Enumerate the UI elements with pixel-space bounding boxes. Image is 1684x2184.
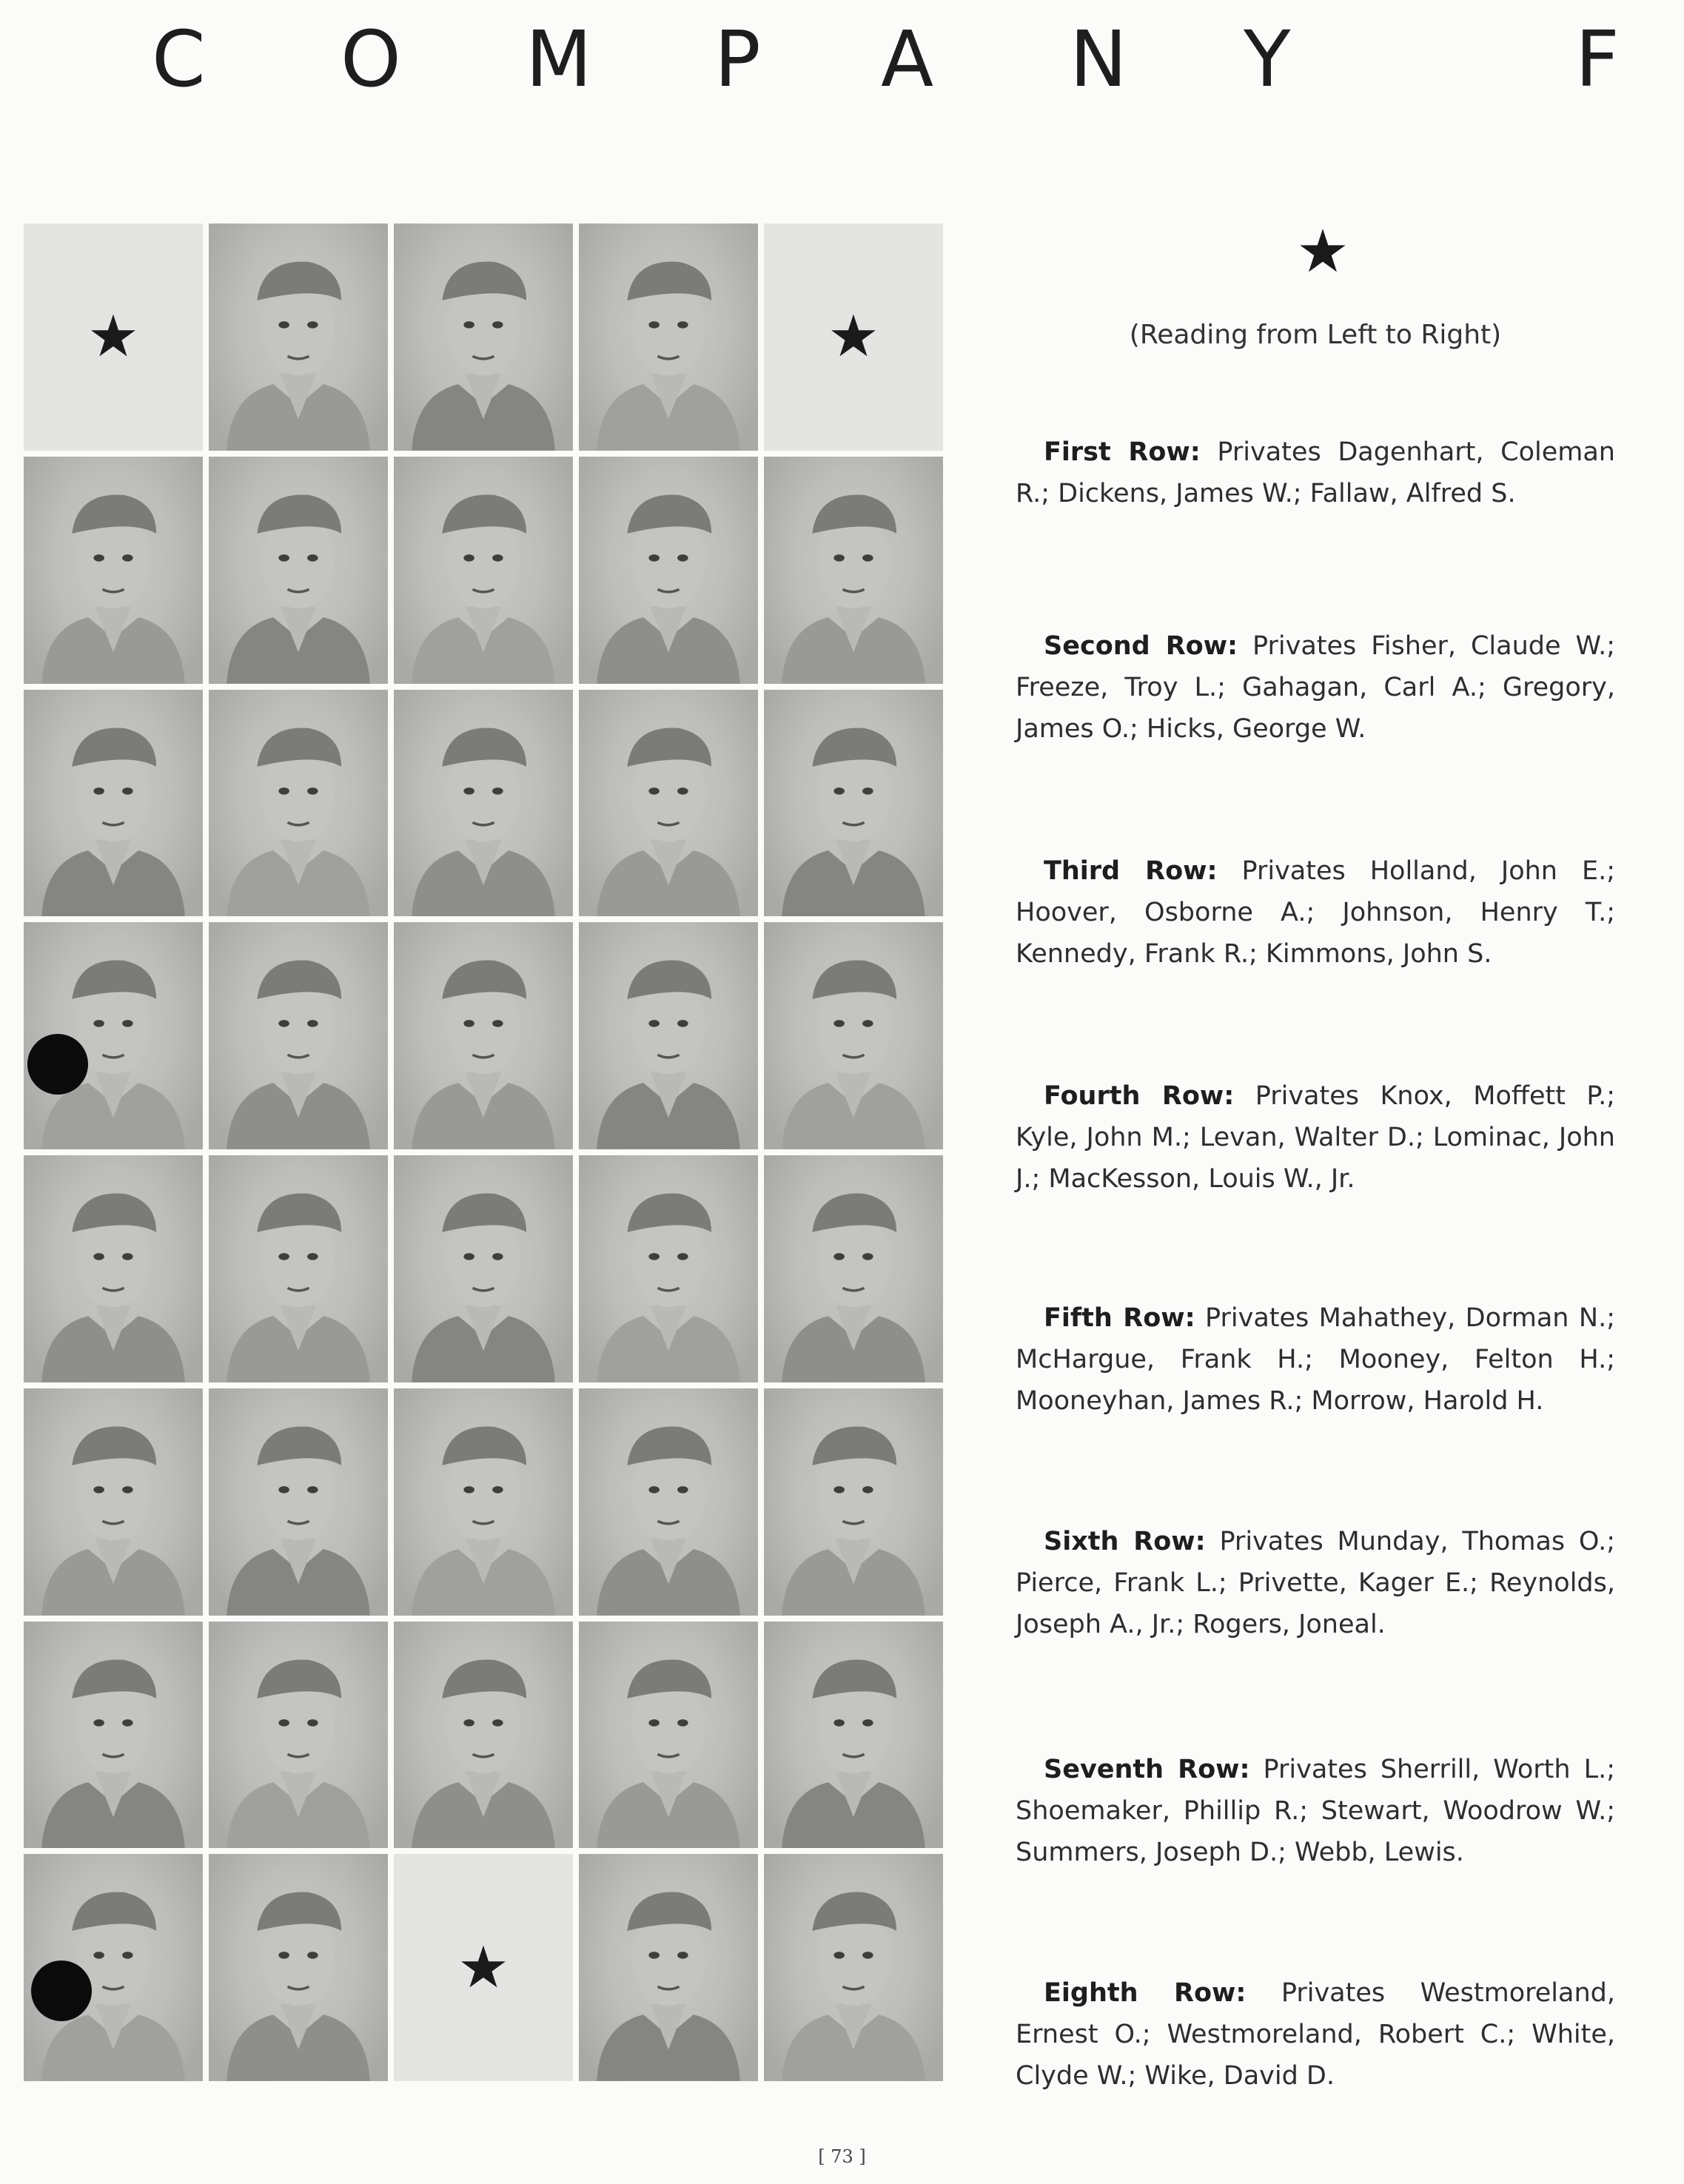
soldier-portrait <box>24 457 203 684</box>
portrait-silhouette <box>394 1622 573 1849</box>
soldier-portrait <box>394 690 573 917</box>
portrait-silhouette <box>579 1854 758 2081</box>
portrait-silhouette <box>764 1622 943 1849</box>
row-caption-paragraph <box>1016 1521 1615 1645</box>
soldier-portrait <box>579 1622 758 1849</box>
soldier-portrait <box>209 1854 388 2081</box>
row-names: Privates Mahathey, Dorman N.; McHargue, Frank H.; Mooney, Felton H.; Mooneyhan, James R.; Morrow, Harold H. <box>1016 1303 1615 1416</box>
portrait-silhouette <box>209 1155 388 1382</box>
row-caption <box>1016 850 1615 975</box>
soldier-portrait <box>209 457 388 684</box>
star-icon: ★ <box>457 1934 509 2001</box>
portrait-silhouette <box>394 1388 573 1616</box>
title-letter: A <box>881 14 934 104</box>
row-names: Privates Fisher, Claude W.; Freeze, Troy L.; Gahagan, Carl A.; Gregory, James O.; Hicks, George W. <box>1016 631 1615 744</box>
portrait-silhouette <box>394 224 573 451</box>
title-letter: O <box>341 14 401 104</box>
soldier-portrait <box>209 1622 388 1849</box>
star-cell <box>394 1854 573 2081</box>
row-caption <box>1016 1075 1615 1200</box>
row-caption-paragraph <box>1016 1749 1615 1873</box>
soldier-portrait <box>764 457 943 684</box>
portrait-silhouette <box>764 1388 943 1616</box>
soldier-portrait <box>394 1388 573 1616</box>
reading-note: (Reading from Left to Right) <box>1129 320 1502 350</box>
portrait-silhouette <box>209 1388 388 1616</box>
punch-hole <box>31 1960 92 2021</box>
soldier-portrait <box>764 1622 943 1849</box>
portrait-silhouette <box>764 457 943 684</box>
soldier-portrait <box>209 1155 388 1382</box>
photo-grid <box>24 224 943 2081</box>
soldier-portrait <box>24 1388 203 1616</box>
portrait-silhouette <box>579 922 758 1149</box>
title-letter: N <box>1070 14 1127 104</box>
row-label: Sixth Row: <box>1044 1527 1206 1556</box>
page-number: [ 73 ] <box>818 2146 866 2167</box>
row-names: Privates Munday, Thomas O.; Pierce, Frank L.; Privette, Kager E.; Reynolds, Joseph A., Jr.; Rogers, Joneal. <box>1016 1527 1615 1639</box>
caption-column <box>1016 217 1615 350</box>
portrait-silhouette <box>209 1854 388 2081</box>
portrait-silhouette <box>209 457 388 684</box>
portrait-silhouette <box>24 1155 203 1382</box>
soldier-portrait <box>579 457 758 684</box>
portrait-silhouette <box>764 690 943 917</box>
row-label: Third Row: <box>1044 856 1218 886</box>
star-cell <box>764 224 943 451</box>
row-names: Privates Holland, John E.; Hoover, Osborne A.; Johnson, Henry T.; Kennedy, Frank R.; Kimmons, John S. <box>1016 856 1615 969</box>
row-label: Eighth Row: <box>1044 1978 1247 2008</box>
soldier-portrait <box>764 922 943 1149</box>
row-caption <box>1016 431 1615 514</box>
row-label: Fifth Row: <box>1044 1303 1195 1333</box>
portrait-silhouette <box>394 922 573 1149</box>
portrait-silhouette <box>24 1622 203 1849</box>
portrait-silhouette <box>579 1622 758 1849</box>
soldier-portrait <box>764 1854 943 2081</box>
row-caption <box>1016 1749 1615 1873</box>
portrait-silhouette <box>394 1155 573 1382</box>
soldier-portrait <box>579 1388 758 1616</box>
row-label: Seventh Row: <box>1044 1755 1250 1784</box>
star-icon: ★ <box>87 303 139 371</box>
portrait-silhouette <box>394 457 573 684</box>
portrait-silhouette <box>24 1388 203 1616</box>
title-letter: P <box>714 14 761 104</box>
portrait-silhouette <box>209 922 388 1149</box>
soldier-portrait <box>209 922 388 1149</box>
title-letter: F <box>1575 14 1620 104</box>
soldier-portrait <box>24 1155 203 1382</box>
portrait-silhouette <box>209 224 388 451</box>
portrait-silhouette <box>764 1854 943 2081</box>
star-icon: ★ <box>828 303 879 371</box>
soldier-portrait <box>394 922 573 1149</box>
row-caption <box>1016 625 1615 750</box>
row-caption <box>1016 1521 1615 1645</box>
row-caption-paragraph <box>1016 1972 1615 2097</box>
soldier-portrait <box>24 690 203 917</box>
row-label: Fourth Row: <box>1044 1081 1235 1111</box>
star-cell <box>24 224 203 451</box>
portrait-silhouette <box>579 224 758 451</box>
row-names: Privates Sherrill, Worth L.; Shoemaker, Phillip R.; Stewart, Woodrow W.; Summers, Joseph D.; Webb, Lewis. <box>1016 1755 1615 1867</box>
title-letter: C <box>152 14 206 104</box>
row-caption-paragraph <box>1016 431 1615 514</box>
row-label: Second Row: <box>1044 631 1238 661</box>
soldier-portrait <box>394 457 573 684</box>
title-letter: M <box>526 14 592 104</box>
portrait-silhouette <box>764 1155 943 1382</box>
row-caption <box>1016 1972 1615 2097</box>
row-caption <box>1016 1297 1615 1422</box>
soldier-portrait <box>209 224 388 451</box>
soldier-portrait <box>579 224 758 451</box>
portrait-silhouette <box>24 690 203 917</box>
row-names: Privates Dagenhart, Coleman R.; Dickens, James W.; Fallaw, Alfred S. <box>1016 437 1615 508</box>
soldier-portrait <box>394 1155 573 1382</box>
portrait-silhouette <box>579 1155 758 1382</box>
row-label: First Row: <box>1044 437 1201 467</box>
soldier-portrait <box>764 1388 943 1616</box>
star-icon: ★ <box>1296 217 1349 286</box>
soldier-portrait <box>24 1622 203 1849</box>
row-caption-paragraph <box>1016 625 1615 750</box>
portrait-silhouette <box>579 1388 758 1616</box>
punch-hole <box>27 1034 88 1095</box>
row-caption-paragraph <box>1016 1075 1615 1200</box>
soldier-portrait <box>394 224 573 451</box>
soldier-portrait <box>764 1155 943 1382</box>
soldier-portrait <box>394 1622 573 1849</box>
portrait-silhouette <box>209 690 388 917</box>
portrait-silhouette <box>394 690 573 917</box>
soldier-portrait <box>764 690 943 917</box>
soldier-portrait <box>209 690 388 917</box>
row-caption-paragraph <box>1016 1297 1615 1422</box>
row-caption-paragraph <box>1016 850 1615 975</box>
soldier-portrait <box>209 1388 388 1616</box>
portrait-silhouette <box>209 1622 388 1849</box>
row-names: Privates Knox, Moffett P.; Kyle, John M.; Levan, Walter D.; Lominac, John J.; MacKesson, Louis W., Jr. <box>1016 1081 1615 1194</box>
portrait-silhouette <box>24 457 203 684</box>
title-letter: Y <box>1244 14 1291 104</box>
soldier-portrait <box>579 1155 758 1382</box>
row-names: Privates Westmoreland, Ernest O.; Westmoreland, Robert C.; White, Clyde W.; Wike, David D. <box>1016 1978 1615 2091</box>
soldier-portrait <box>579 922 758 1149</box>
portrait-silhouette <box>579 457 758 684</box>
portrait-silhouette <box>764 922 943 1149</box>
portrait-silhouette <box>579 690 758 917</box>
soldier-portrait <box>579 690 758 917</box>
soldier-portrait <box>579 1854 758 2081</box>
